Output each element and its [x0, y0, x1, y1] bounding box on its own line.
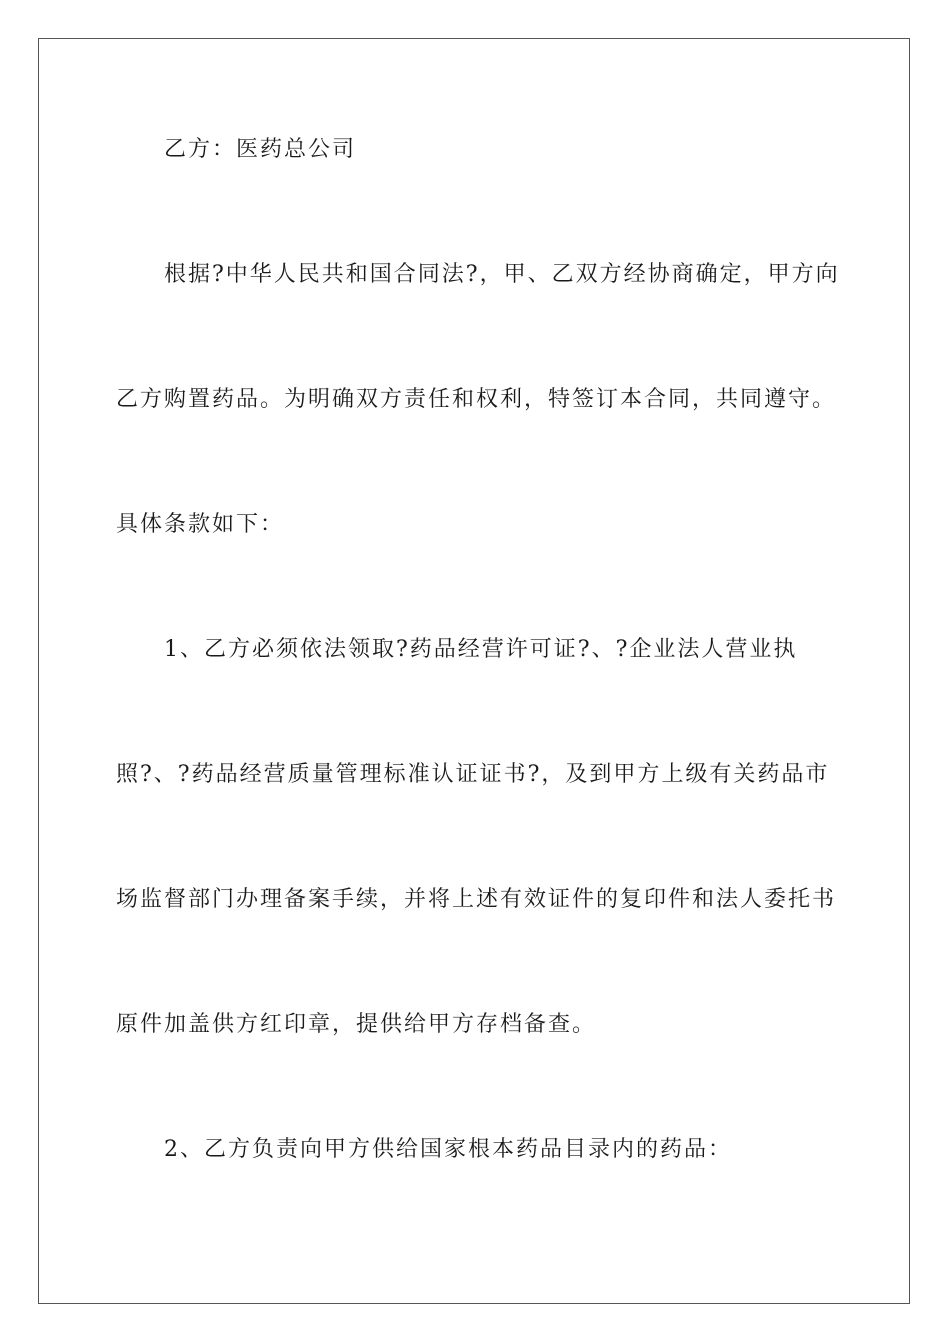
clause-1-line-1: 1、乙方必须依法领取?药品经营许可证?、?企业法人营业执	[164, 637, 798, 662]
clause-1-line-2: 照?、?药品经营质量管理标准认证证书?，及到甲方上级有关药品市	[116, 762, 830, 787]
party-b-line: 乙方：医药总公司	[164, 137, 357, 162]
clause-1-line-3: 场监督部门办理备案手续，并将上述有效证件的复印件和法人委托书	[116, 887, 837, 912]
clause-1-line-4: 原件加盖供方红印章，提供给甲方存档备查。	[116, 1012, 597, 1037]
page-border	[38, 38, 910, 1304]
intro-paragraph-line-3: 具体条款如下：	[116, 512, 285, 537]
intro-paragraph-line-2: 乙方购置药品。为明确双方责任和权利，特签订本合同，共同遵守。	[116, 387, 837, 412]
clause-2-line-1: 2、乙方负责向甲方供给国家根本药品目录内的药品：	[164, 1137, 732, 1162]
intro-paragraph-line-1: 根据?中华人民共和国合同法?，甲、乙双方经协商确定，甲方向	[164, 262, 840, 287]
